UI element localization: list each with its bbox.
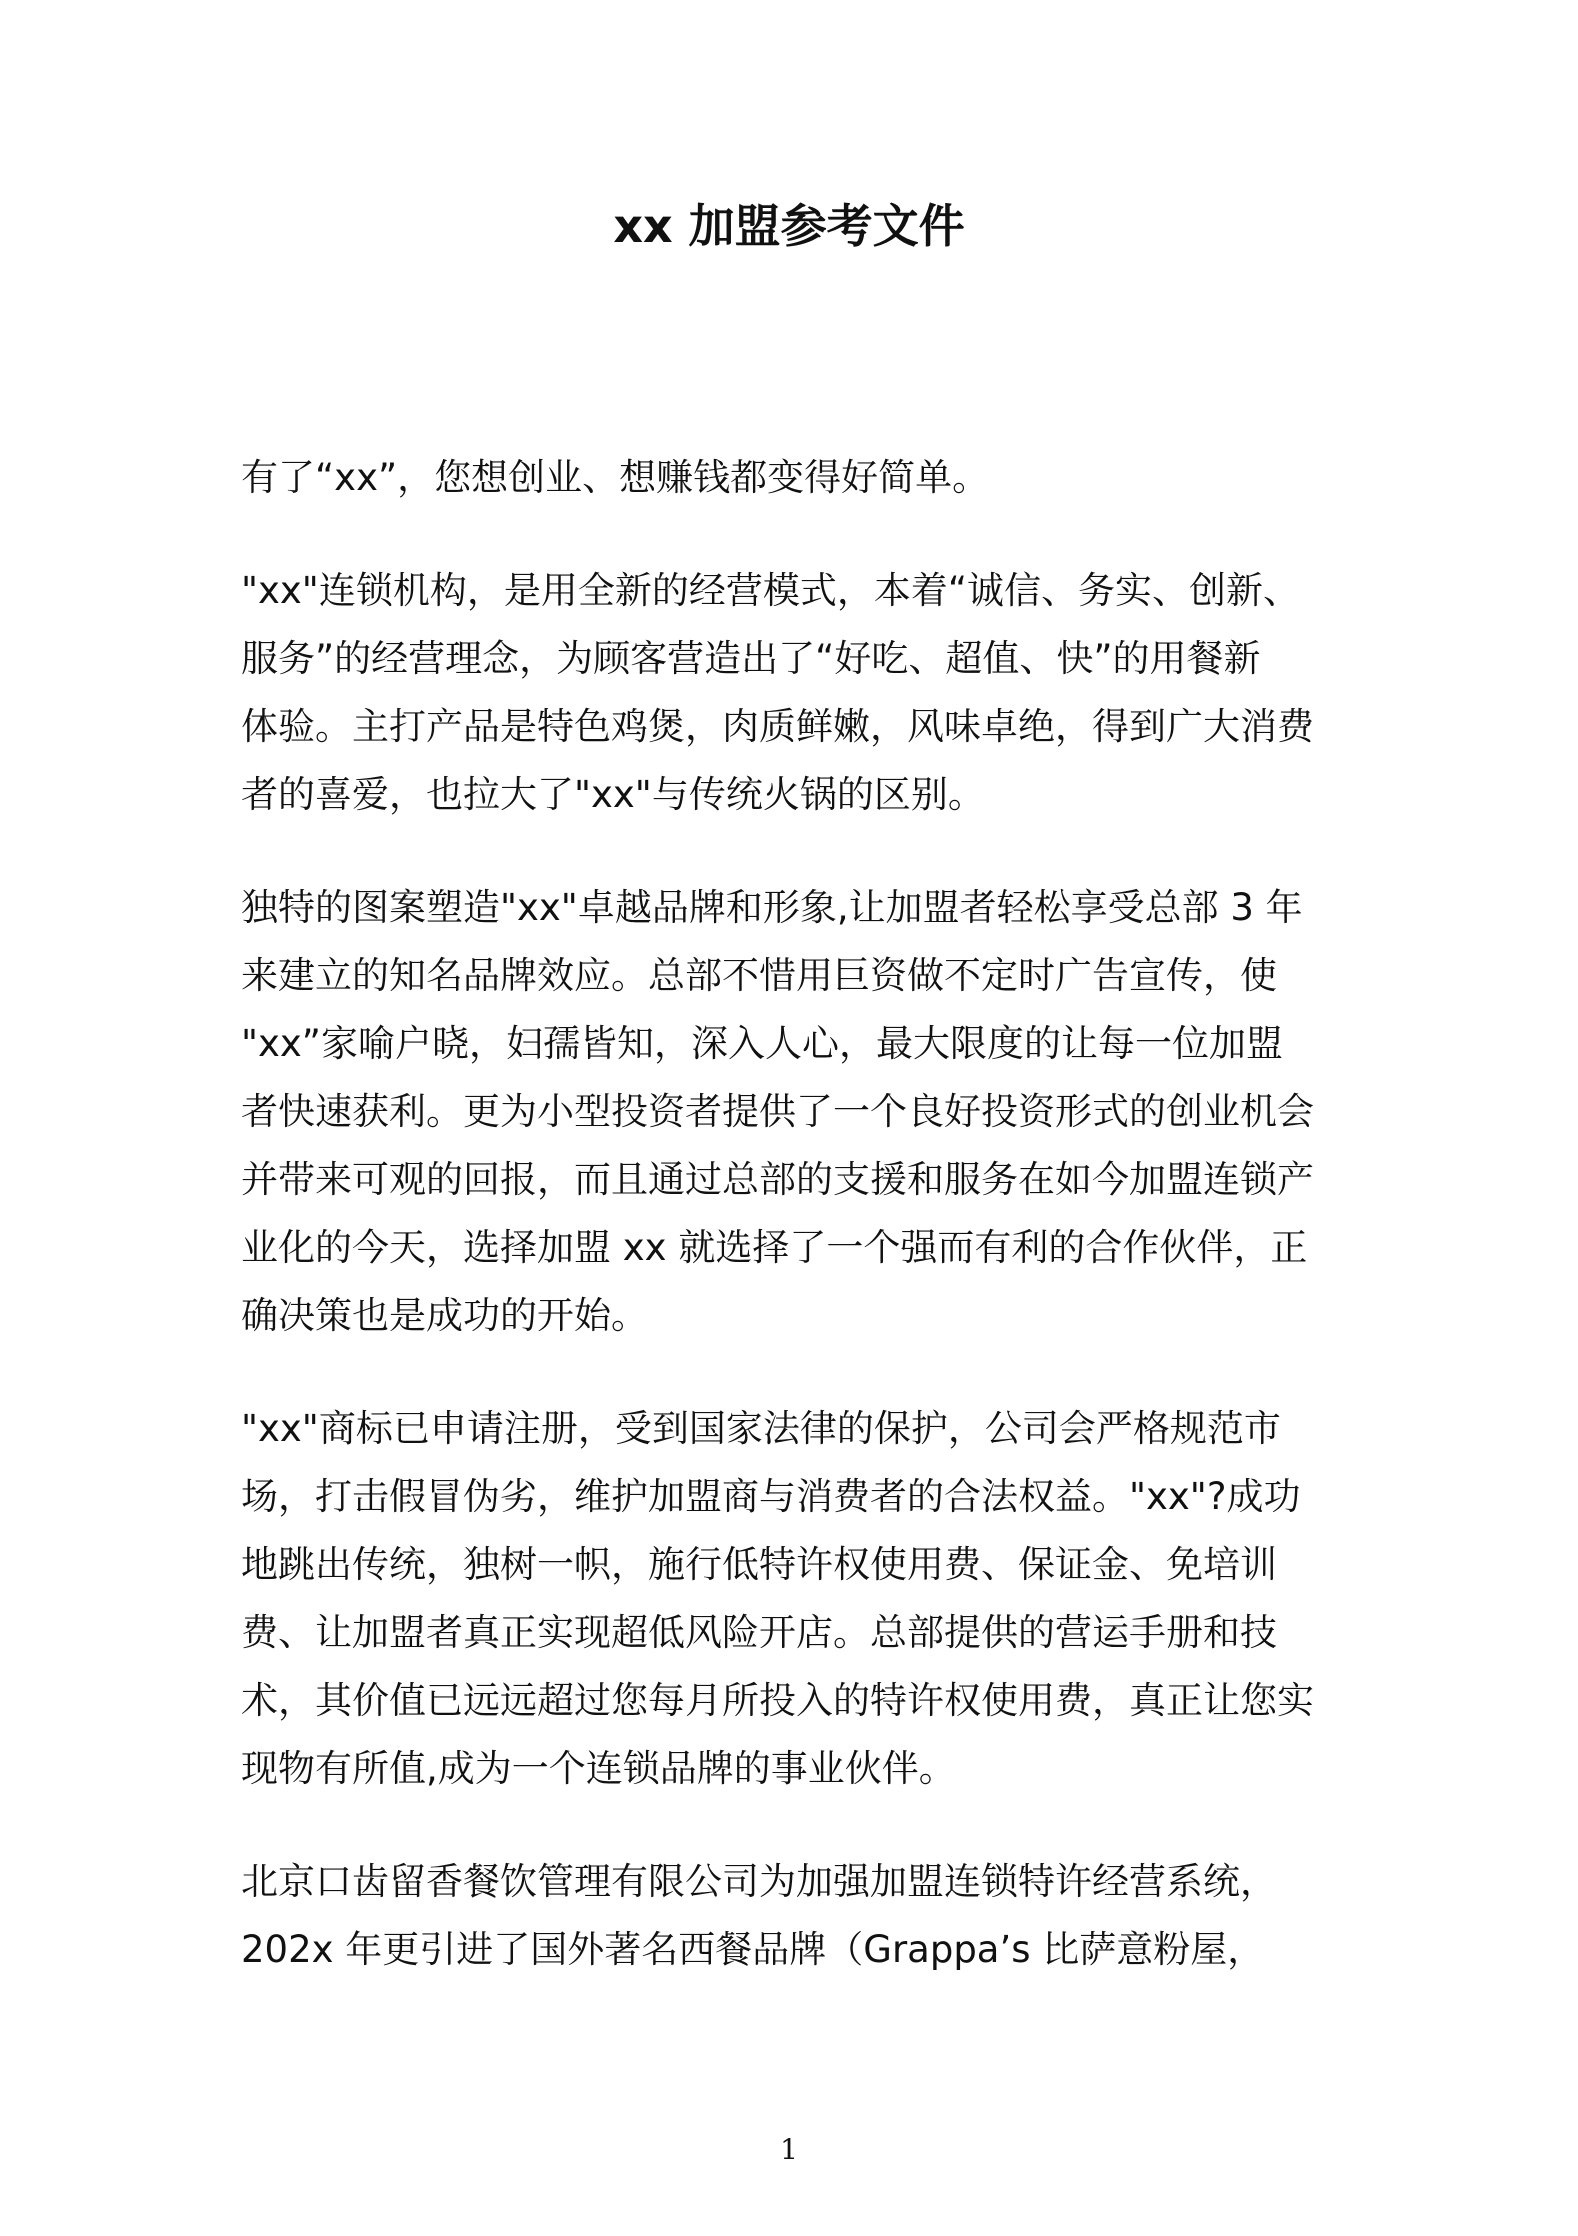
text-line: 场，打击假冒伪劣，维护加盟商与消费者的合法权益。"xx"?成功 xyxy=(241,1475,1301,1518)
text-line: 来建立的知名品牌效应。总部不惜用巨资做不定时广告宣传，使 xyxy=(241,954,1277,997)
text-line: 确决策也是成功的开始。 xyxy=(241,1294,648,1337)
text-line: 费、让加盟者真正实现超低风险开店。总部提供的营运手册和技 xyxy=(241,1611,1277,1654)
paragraph-chain-description xyxy=(241,557,1341,829)
text-line: "xx"连锁机构，是用全新的经营模式，本着“诚信、务实、创新、 xyxy=(241,569,1300,612)
text-line: 202x 年更引进了国外著名西餐品牌（Grappa’s 比萨意粉屋， xyxy=(241,1928,1265,1971)
document-body xyxy=(241,444,1341,2029)
text-line: 并带来可观的回报，而且通过总部的支援和服务在如今加盟连锁产 xyxy=(241,1158,1314,1201)
text-line: 现物有所值,成为一个连锁品牌的事业伙伴。 xyxy=(241,1747,956,1790)
text-line: 体验。主打产品是特色鸡煲，肉质鲜嫩，风味卓绝，得到广大消费 xyxy=(241,705,1314,748)
text-line: 业化的今天，选择加盟 xx 就选择了一个强而有利的合作伙伴，正 xyxy=(241,1226,1308,1269)
text-line: 服务”的经营理念，为顾客营造出了“好吃、超值、快”的用餐新 xyxy=(241,637,1261,680)
paragraph-intro xyxy=(241,444,1341,512)
paragraph-trademark xyxy=(241,1395,1341,1803)
text-line: 独特的图案塑造"xx"卓越品牌和形象,让加盟者轻松享受总部 3 年 xyxy=(241,886,1303,929)
paragraph-brand-image xyxy=(241,874,1341,1350)
text-line: "xx”家喻户晓，妇孺皆知，深入人心，最大限度的让每一位加盟 xyxy=(241,1022,1283,1065)
text-line: 术，其价值已远远超过您每月所投入的特许权使用费，真正让您实 xyxy=(241,1679,1314,1722)
document-title: xx 加盟参考文件 xyxy=(613,199,965,253)
text-line: 北京口齿留香餐饮管理有限公司为加强加盟连锁特许经营系统， xyxy=(241,1860,1277,1903)
text-line: 者快速获利。更为小型投资者提供了一个良好投资形式的创业机会 xyxy=(241,1090,1314,1133)
paragraph-company xyxy=(241,1848,1341,1984)
text-line: 者的喜爱，也拉大了"xx"与传统火锅的区别。 xyxy=(241,773,985,816)
text-line: "xx"商标已申请注册，受到国家法律的保护，公司会严格规范市 xyxy=(241,1407,1281,1450)
text-line: 地跳出传统，独树一帜，施行低特许权使用费、保证金、免培训 xyxy=(241,1543,1277,1586)
text-line: 有了“xx”，您想创业、想赚钱都变得好简单。 xyxy=(241,456,990,499)
page-number: 1 xyxy=(780,2133,798,2166)
